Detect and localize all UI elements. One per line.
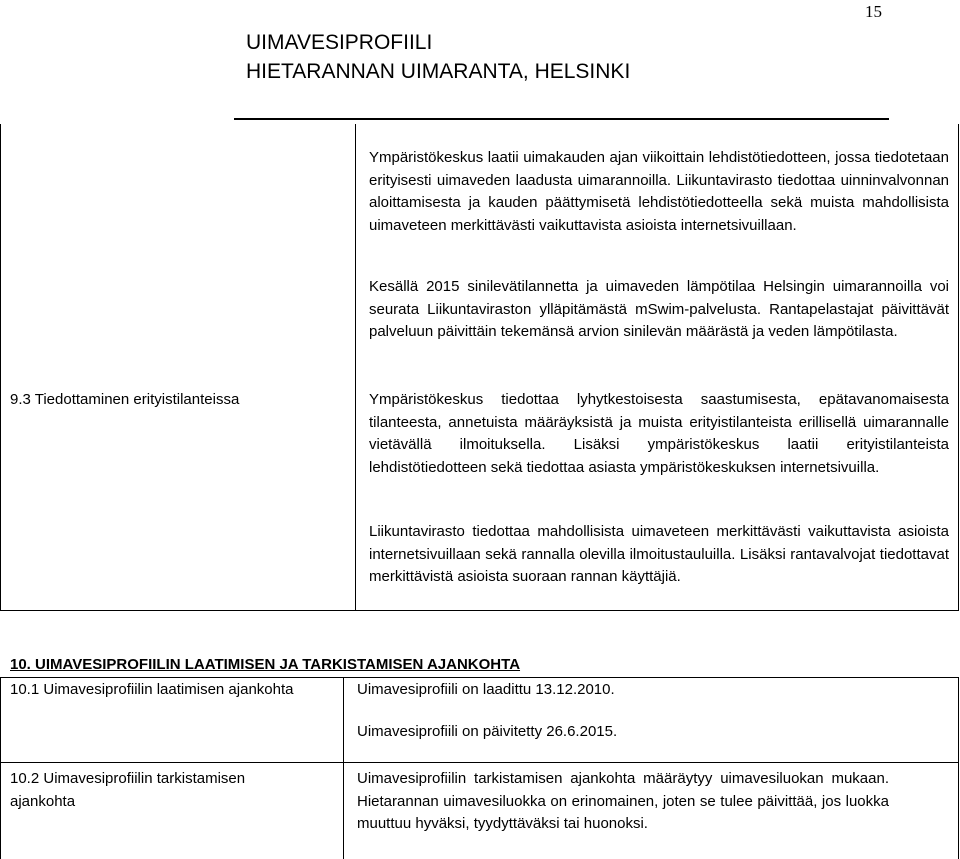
- upper-table-right-border: [958, 124, 959, 611]
- monitoring-paragraph-1: Ympäristökeskus laatii uimakauden ajan viikoittain lehdistötiedotteen, jossa tiedotetaan erityisesti uimaveden laadusta uimarannoilla. Liikuntavirasto tiedottaa uinninvalvonnan aloittamisesta ja kauden päättymisetä lehdistötiedotteella sekä muista mahdollisista uimaveteen merkittävästi vaikuttavista asioista internetsivuillaan.: [369, 149, 949, 234]
- section-9-3-paragraph-2: Liikuntavirasto tiedottaa mahdollisista uimaveteen merkittävästi vaikuttavista asioista internetsivuillaan sekä rannalla olevilla ilmoitustauluilla. Lisäksi rantavalvojat tiedottavat merkittävistä asioista suoraan rannan käyttäjiä.: [369, 523, 949, 585]
- section-10-heading: 10. UIMAVESIPROFIILIN LAATIMISEN JA TARKISTAMISEN AJANKOHTA: [10, 656, 521, 673]
- title-underline: [234, 118, 889, 120]
- page-number: 15: [865, 2, 882, 21]
- section-9-3-paragraph-1: Ympäristökeskus tiedottaa lyhytkestoisesta saastumisesta, epätavanomaisesta tilanteesta, annetuista määräyksistä ja muista erityistilanteista erillisellä uimarannalle vietävällä ilmoituksella. Lisäksi ympäristökeskus laatii erityistilanteista lehdistötiedotteen sekä tiedottaa asiasta ympäristökeskuksen internetsivuilla.: [369, 391, 949, 476]
- lower-table-left-border: [0, 677, 1, 859]
- upper-table-bottom-border: [0, 610, 959, 611]
- section-10-1-updated-date: Uimavesiprofiili on päivitetty 26.6.2015.: [357, 723, 618, 740]
- page-subtitle: HIETARANNAN UIMARANTA, HELSINKI: [246, 60, 631, 83]
- upper-table-left-border: [0, 124, 1, 611]
- lower-table-right-border: [958, 677, 959, 859]
- monitoring-paragraph-2: Kesällä 2015 sinilevätilannetta ja uimaveden lämpötilaa Helsingin uimarannoilla voi seurata Liikuntaviraston ylläpitämästä mSwim-palvelusta. Rantapelastajat päivittävät palveluun päivittäin tekemänsä arvion sinilevän määrästä ja veden lämpötilasta.: [369, 278, 949, 340]
- lower-table-top-border: [0, 677, 959, 678]
- lower-table-row-divider: [0, 762, 959, 763]
- section-10-1-label: 10.1 Uimavesiprofiilin laatimisen ajankohta: [10, 681, 294, 698]
- section-9-3-label: 9.3 Tiedottaminen erityistilanteissa: [10, 391, 240, 408]
- section-10-1-created-date: Uimavesiprofiili on laadittu 13.12.2010.: [357, 681, 615, 698]
- page-title: UIMAVESIPROFIILI: [246, 31, 433, 54]
- section-10-2-label: 10.2 Uimavesiprofiilin tarkistamisen ajankohta: [10, 770, 246, 810]
- upper-table-column-divider: [355, 124, 356, 611]
- section-10-2-text: Uimavesiprofiilin tarkistamisen ajankohta määräytyy uimavesiluokan mukaan. Hietarannan uimavesiluokka on erinomainen, joten se tulee päivittää, jos luokka muuttuu hyväksi, tyydyttäväksi tai huonoksi.: [357, 770, 889, 832]
- lower-table-column-divider: [343, 677, 344, 859]
